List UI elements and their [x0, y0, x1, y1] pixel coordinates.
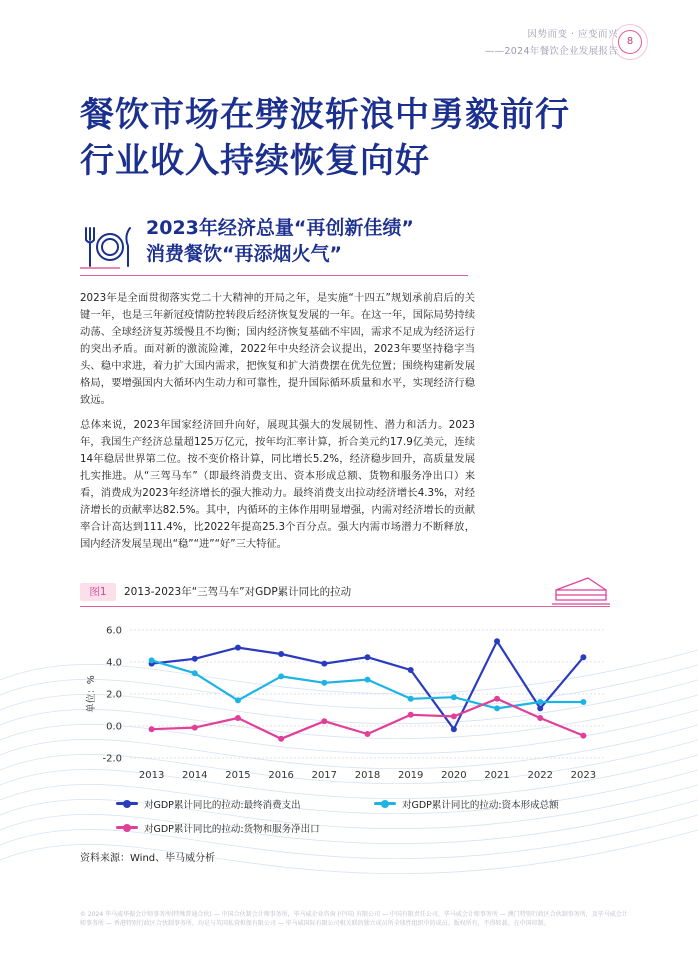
figure-title: 2013-2023年“三驾马车”对GDP累计同比的拉动	[124, 586, 352, 598]
data-point-1	[192, 656, 198, 662]
data-point-1	[494, 638, 500, 644]
data-point-2	[494, 705, 500, 711]
cake-slice-icon	[552, 574, 610, 606]
y-tick-label: 2.0	[106, 689, 122, 701]
data-point-2	[278, 673, 284, 679]
section-title	[146, 215, 414, 267]
legend-label: 对GDP累计同比的拉动:最终消费支出	[144, 800, 301, 811]
data-point-1	[451, 726, 457, 732]
x-tick-label: 2018	[354, 770, 381, 781]
data-point-3	[494, 696, 500, 702]
legend-swatch	[116, 826, 138, 829]
legend-swatch	[374, 802, 396, 805]
data-point-1	[321, 661, 327, 667]
x-tick-label: 2019	[397, 770, 424, 781]
data-point-2	[451, 694, 457, 700]
x-tick-label: 2016	[268, 770, 294, 781]
x-tick-label: 2017	[311, 770, 338, 781]
x-tick-label: 2014	[182, 770, 208, 781]
data-point-3	[192, 725, 198, 731]
page-header	[485, 26, 618, 57]
paragraph-1: 2023年是全面贯彻落实党二十大精神的开局之年，是实施“十四五”规划承前启后的关键一年，也是三年新冠疫情防控转段后经济恢复发展的一年。在这一年，国际局势持续动荡、全球经济复苏缓慢且不均衡；国内经济恢复基础不牢固，需求不足成为经济运行的突出矛盾。面对新的激流险滩，2022年中央经济会议提出，2023年要坚持稳字当头、稳中求进，着力扩大国内需求，把恢复和扩大消费摆在优先位置；围绕构建新发展格局，要增强国内大循环内生动力和可靠性，提升国际循环质量和水平，实现经济行稳致远。	[80, 292, 475, 406]
y-tick-label: -2.0	[102, 753, 122, 765]
data-point-3	[408, 712, 414, 718]
page-number: 8	[618, 30, 642, 54]
plate-fork-knife-icon	[80, 222, 136, 270]
data-point-1	[537, 705, 543, 711]
x-tick-label: 2013	[138, 770, 165, 781]
x-tick-label: 2015	[225, 770, 251, 781]
figure-tag: 图1	[80, 583, 116, 601]
x-tick-label: 2023	[570, 770, 597, 781]
data-point-1	[235, 645, 241, 651]
page-title-line2: 行业收入持续恢复向好	[80, 141, 430, 181]
x-tick-label: 2020	[441, 770, 467, 781]
data-point-1	[278, 651, 284, 657]
page-title-line1: 餐饮市场在劈波斩浪中勇毅前行	[80, 95, 570, 135]
data-point-2	[321, 680, 327, 686]
data-point-2	[149, 657, 155, 663]
data-point-3	[235, 715, 241, 721]
page-title	[80, 92, 570, 184]
data-point-2	[365, 677, 371, 683]
legend-swatch	[116, 802, 138, 805]
figure-header	[80, 583, 610, 603]
legend-label: 对GDP累计同比的拉动:货物和服务净出口	[144, 824, 320, 835]
paragraph-2: 总体来说，2023年国家经济回升向好，展现其强大的发展韧性、潜力和活力。2023年，我国生产经济总量超125万亿元，按年均汇率计算，折合美元约17.9亿美元，连续14年稳居世界第二位。按不变价格计算，同比增长5.2%，经济稳步回升，高质量发展扎实推进。从“三驾马车”（即最终消费支出、资本形成总额、货物和服务净出口）来看，消费成为2023年经济增长的强大推动力。最终消费支出拉动经济增长4.3%，对经济增长的贡献率达82.5%。其中，内循环的主体作用明显增强，内需对经济增长的贡献率合计高达到111.4%，比2022年提高25.3个百分点。强大内需市场潜力不断释放，国内经济发展呈现出“稳”“进”“好”三大特征。	[80, 419, 475, 550]
line-chart	[80, 612, 610, 787]
copyright-footer: © 2024 毕马威华振会计师事务所(特殊普通合伙) — 中国合伙制会计师事务所，毕马威企业咨询 (中国) 有限公司 — 中国有限责任公司，毕马威会计师事务所 — 澳门特别行政区合伙制事务所，及毕马威会计师事务所 — 香港特别行政区合伙制事务所，均是与英国私营担保有限公司 — 毕马威国际有限公司相关联的独立成员所全球性组织中的成员。版权所有，不得转载。在中国印制。	[80, 911, 628, 927]
figure-divider	[80, 606, 610, 607]
data-point-2	[580, 699, 586, 705]
data-point-2	[537, 699, 543, 705]
x-tick-label: 2021	[484, 770, 510, 781]
section-title-line1: 2023年经济总量“再创新佳绩”	[146, 217, 414, 239]
series-line-2	[152, 660, 584, 708]
data-point-2	[192, 670, 198, 676]
y-tick-label: 6.0	[106, 625, 122, 637]
x-tick-label: 2022	[527, 770, 553, 781]
data-point-3	[365, 731, 371, 737]
section-title-line2: 消费餐饮“再添烟火气”	[146, 243, 342, 265]
data-point-3	[278, 736, 284, 742]
section-divider	[80, 275, 468, 276]
data-point-3	[580, 733, 586, 739]
data-point-3	[451, 713, 457, 719]
figure-source: 资料来源：Wind、毕马威分析	[80, 853, 216, 864]
data-point-1	[365, 654, 371, 660]
body-text	[80, 290, 475, 561]
data-point-1	[580, 654, 586, 660]
data-point-2	[408, 696, 414, 702]
data-point-1	[408, 667, 414, 673]
data-point-3	[537, 715, 543, 721]
y-tick-label: 0.0	[106, 721, 122, 733]
legend-label: 对GDP累计同比的拉动:资本形成总额	[402, 800, 559, 811]
y-tick-label: 4.0	[106, 657, 122, 669]
data-point-2	[235, 697, 241, 703]
header-slogan: 因势而变 · 应变而兴	[527, 29, 618, 40]
header-report-title: ——2024年餐饮企业发展报告	[484, 46, 618, 57]
data-point-3	[321, 718, 327, 724]
data-point-3	[149, 726, 155, 732]
y-axis-label: 单位：%	[86, 675, 97, 713]
